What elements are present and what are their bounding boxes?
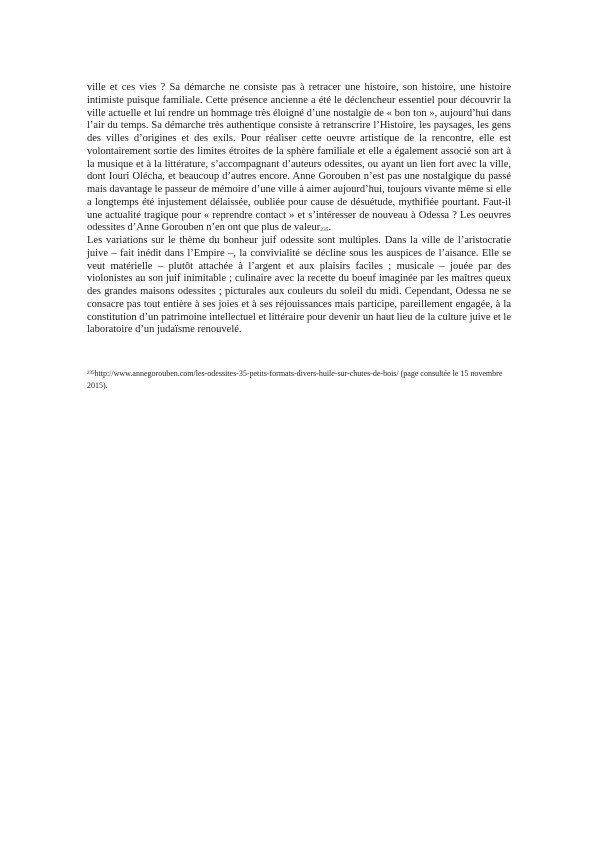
paragraph bbox=[87, 235, 511, 337]
paragraph-end: . bbox=[328, 222, 332, 234]
footnote-text: http://www.annegorouben.com/les-odessites-35-petits-formats-divers-huile-sur-chutes-de-bois/ (page consultée le 15 novembre 2015). bbox=[87, 369, 503, 390]
paragraph bbox=[87, 82, 511, 235]
footnote-number: 235 bbox=[87, 371, 95, 376]
footnote bbox=[87, 369, 511, 391]
paragraph-text: ville et ces vies ? Sa démarche ne consiste pas à retracer une histoire, son histoire, une histoire intimiste puisque familiale. Cette présence ancienne a été le déclencheur essentiel pour découvrir la ville actuelle et lui rendre un hommage très éloigné d’une nostalgie de « bon ton », aujourd’hui dans l’air du temps. Sa démarche très authentique consiste à retranscrire l’Histoire, les paysages, les gens des villes d’origines et des exils. Pour réaliser cette oeuvre artistique de la rencontre, elle est volontairement sortie des limites étroites de la sphère familiale et elle a également associé son art à la musique et à la littérature, s’accompagnant d’auteurs odessites, ou ayant un lien fort avec la ville, dont Iouri Olécha, et beaucoup d’autres encore. Anne Gorouben n’est pas une nostalgique du passé mais davantage le passeur de mémoire d’une ville à aimer aujourd’hui, toujours vivante même si elle a longtemps été injustement délaissée, oubliée pour cause de désuétude, mythifiée pourtant. Faut-il une actualité tragique pour « reprendre contact » et s’intéresser de nouveau à Odessa ? Les oeuvres odessites d’Anne Gorouben n’en ont que plus de valeur bbox=[87, 82, 511, 234]
footnote-reference[interactable]: 235 bbox=[320, 227, 329, 234]
paragraph-text: Les variations sur le thème du bonheur juif odessite sont multiples. Dans la ville de l’aristocratie juive – fait inédit dans l’Empire –, la convivialité se décline sous les auspices de l’aisance. Elle se veut matérielle – plutôt attachée à l’argent et aux plaisirs faciles ; musicale – jouée par des violonistes au son juif inimitable ; culinaire avec la recette du boeuf imaginée par les maîtres queux des grandes maisons odessites ; picturales aux couleurs du soleil du midi. Cependant, Odessa ne se consacre pas tout entière à ses joies et à ses réjouissances mais participe, pareillement engagée, à la constitution d’un patrimoine intellectuel et littéraire pour devenir un haut lieu de la culture juive et le laboratoire d’un judaïsme renouvelé. bbox=[87, 235, 511, 336]
body-text bbox=[87, 82, 511, 337]
